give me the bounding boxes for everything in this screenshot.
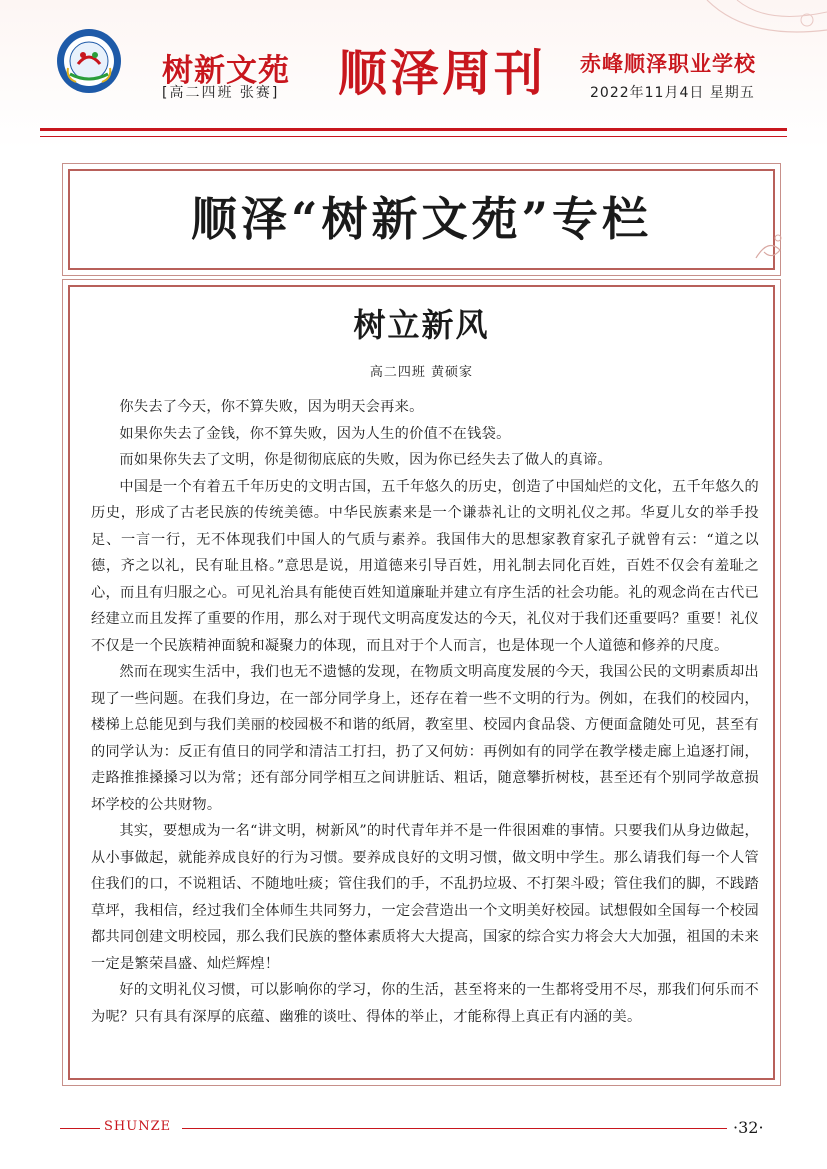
publication-title: 顺泽周刊 xyxy=(338,44,547,102)
page-number: ·32· xyxy=(733,1118,764,1137)
paragraph: 其实，要想成为一名“讲文明，树新风”的时代青年并不是一件很困难的事情。只要我们从身边做起，从小事做起，就能养成良好的行为习惯。要养成良好的文明习惯，做文明中学生。那么请我们每一个人管住我们的口，不说粗话、不随地吐痰；管住我们的手，不乱扔垃圾、不打架斗殴；管住我们的脚，不践踏草坪，我相信，经过我们全体师生共同努力，一定会营造出一个文明美好校园。试想假如全国每一个校园都共同创建文明校园，那么我们民族的整体素质将大大提高，国家的综合实力将会大大加强，祖国的未来一定是繁荣昌盛、灿烂辉煌！ xyxy=(91,823,759,972)
school-name: 赤峰顺泽职业学校 xyxy=(580,52,756,76)
article-byline: 高二四班 黄硕家 xyxy=(369,365,474,380)
paragraph: 而如果你失去了文明，你是彻彻底底的失败，因为你已经失去了做人的真谛。 xyxy=(119,452,612,468)
paragraph: 如果你失去了金钱，你不算失败，因为人生的价值不在钱袋。 xyxy=(119,425,511,442)
article-title: 树立新风 xyxy=(353,306,490,344)
school-emblem-icon xyxy=(56,28,122,94)
swirl-ornament-icon xyxy=(748,228,788,268)
paragraph: 然而在现实生活中，我们也无不遗憾的发现，在物质文明高度发展的今天，我国公民的文明素质却出现了一些问题。在我们身边，在一部分同学身上，还存在着一些不文明的行为。例如，在我们的校园内，楼梯上总能见到与我们美丽的校园极不和谐的纸屑，教室里、校园内食品袋、方便面盒随处可见，甚至有的同学认为：反正有值日的同学和清洁工打扫，扔了又何妨：再例如有的同学在教学楼走廊上追逐打闹，走路推推搡搡习以为常；还有部分同学相互之间讲脏话、粗话，随意攀折树枝，甚至还有个别同学故意损坏学校的公共财物。 xyxy=(91,664,759,813)
brand-subtitle: [高二四班 张赛] xyxy=(162,85,280,101)
footer-rule xyxy=(182,1128,727,1129)
issue-date: 2022年11月4日 星期五 xyxy=(590,85,755,101)
brand-name: 树新文苑 xyxy=(162,53,290,89)
paragraph: 好的文明礼仪习惯，可以影响你的学习，你的生活，甚至将来的一生都将受用不尽，那我们何乐而不为呢？只有具有深厚的底蕴、幽雅的谈吐、得体的举止，才能称得上真正有内涵的美。 xyxy=(91,982,759,1025)
paragraph: 中国是一个有着五千年历史的文明古国，五千年悠久的历史，创造了中国灿烂的文化，五千年悠久的历史，形成了古老民族的传统美德。中华民族素来是一个谦恭礼让的文明礼仪之邦。华夏儿女的举手投足、一言一行，无不体现我们中国人的气质与素养。我国伟大的思想家教育家孔子就曾有云：“道之以德，齐之以礼，民有耻且格。”意思是说，用道德来引导百姓，用礼制去同化百姓，百姓不仅会有羞耻之心，而且有归服之心。可见礼治具有能使百姓知道廉耻并建立有序生活的社会功能。礼的观念尚在古代已经建立而且发挥了重要的作用，那么对于现代文明高度发达的今天，礼仪对于我们还重要吗？重要！礼仪不仅是一个民族精神面貌和凝聚力的体现，而且对于个人而言，也是体现一个人道德和修养的尺度。 xyxy=(91,478,759,654)
footer-rule-left xyxy=(60,1128,100,1129)
paragraph: 你失去了今天，你不算失败，因为明天会再来。 xyxy=(119,399,424,415)
header-divider-thin xyxy=(40,136,787,137)
article-body xyxy=(91,394,759,1030)
column-title: 顺泽“树新文苑”专栏 xyxy=(191,192,652,246)
header-divider xyxy=(40,128,787,131)
footer-label: SHUNZE xyxy=(104,1119,172,1134)
